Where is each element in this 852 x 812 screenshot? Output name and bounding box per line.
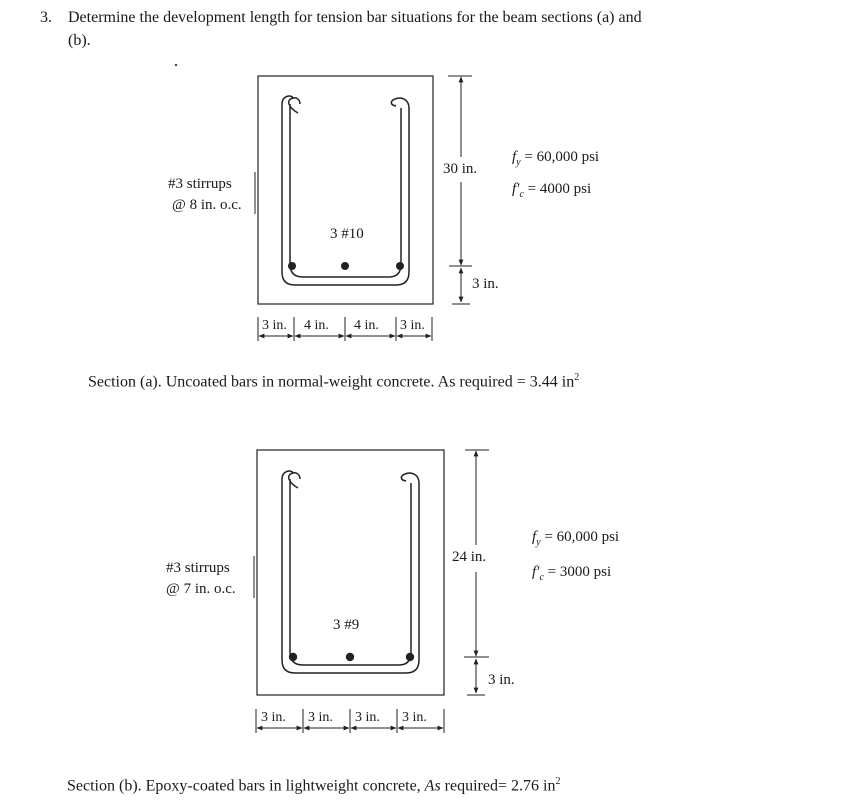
section-b-bar-left (289, 653, 297, 661)
section-b-stirrups-line2: @ 7 in. o.c. (166, 581, 236, 597)
section-a-bar-right (396, 262, 404, 270)
section-b-bars-label: 3 #9 (333, 617, 360, 633)
section-a-caption (88, 372, 579, 391)
section-b-caption-rest: required= 2.76 in (444, 777, 556, 795)
fc-sub: c (539, 572, 544, 583)
problem-number: 3. (40, 9, 52, 26)
section-a-bars-label: 3 #10 (330, 226, 364, 242)
section-a-height-label: 30 in. (443, 161, 478, 177)
fc-symbol: f′ (512, 181, 520, 197)
fy-sub: y (536, 537, 541, 548)
fy-symbol: f (512, 149, 517, 165)
fy-value: = 60,000 psi (524, 149, 600, 165)
section-a-spacing-1: 3 in. (262, 318, 287, 333)
section-b-bar-middle (346, 653, 354, 661)
section-b-caption (67, 776, 560, 795)
section-a-bar-middle (341, 262, 349, 270)
section-b-fc (532, 564, 611, 583)
section-a-caption-text: Section (a). Uncoated bars in normal-weight concrete. As required = 3.44 in (88, 373, 575, 391)
fy-value: = 60,000 psi (544, 529, 620, 545)
section-a-stirrups-line2: @ 8 in. o.c. (172, 197, 242, 213)
section-a-fc (512, 181, 591, 200)
section-a-bar-left (288, 262, 296, 270)
section-b-spacing-3: 3 in. (355, 710, 380, 725)
fy-sub: y (516, 157, 521, 168)
stray-dot (175, 64, 177, 66)
fy-symbol: f (532, 529, 537, 545)
fc-value: = 4000 psi (527, 181, 592, 197)
fc-sub: c (519, 189, 524, 200)
section-a-fy (512, 149, 599, 168)
section-b-fy (532, 529, 619, 548)
section-a-spacing-3: 4 in. (354, 318, 379, 333)
section-a-stirrup (282, 96, 409, 285)
section-b-height-label: 24 in. (452, 549, 487, 565)
problem-text-line2: (b). (68, 32, 91, 49)
section-b-caption-prefix: Section (b). Epoxy-coated bars in lightweight concrete, (67, 777, 421, 795)
section-a-spacing-4: 3 in. (400, 318, 425, 333)
section-b-drawing (254, 450, 489, 733)
section-b-spacing-4: 3 in. (402, 710, 427, 725)
section-b-caption-sup: 2 (555, 776, 561, 787)
section-b-bar-right (406, 653, 414, 661)
problem-text-line1: Determine the development length for tension bar situations for the beam sections (a) and (68, 9, 642, 26)
section-a-drawing (255, 76, 472, 341)
section-a-cover-label: 3 in. (472, 276, 499, 292)
fc-symbol: f′ (532, 564, 540, 580)
section-a-caption-sup: 2 (574, 372, 580, 383)
section-b-spacing-1: 3 in. (261, 710, 286, 725)
section-b-stirrup (282, 471, 419, 673)
section-b-caption-as: As (424, 777, 441, 795)
section-a-spacing-2: 4 in. (304, 318, 329, 333)
section-b-stirrups-line1: #3 stirrups (166, 560, 230, 576)
section-a-stirrups-line1: #3 stirrups (168, 176, 232, 192)
fc-value: = 3000 psi (547, 564, 612, 580)
section-b-spacing-2: 3 in. (308, 710, 333, 725)
section-b-cover-label: 3 in. (488, 672, 515, 688)
